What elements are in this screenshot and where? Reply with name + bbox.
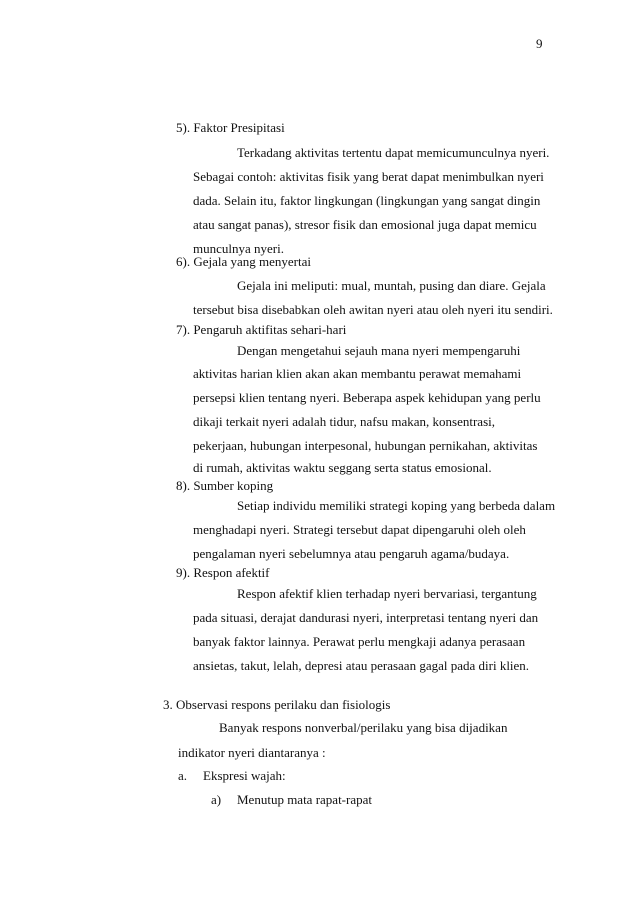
- heading-gejala-yang-menyertai: 6). Gejala yang menyertai: [176, 254, 311, 269]
- paragraph-line: dikaji terkait nyeri adalah tidur, nafsu makan, konsentrasi,: [193, 414, 495, 429]
- paragraph-line: Banyak respons nonverbal/perilaku yang bisa dijadikan: [219, 720, 508, 735]
- paragraph-line: Respon afektif klien terhadap nyeri bervariasi, tergantung: [237, 586, 537, 601]
- paragraph-line: banyak faktor lainnya. Perawat perlu mengkaji adanya perasaan: [193, 634, 526, 649]
- paragraph-line: ansietas, takut, lelah, depresi atau perasaan gagal pada diri klien.: [193, 658, 530, 673]
- list-item-ekspresi-wajah: Ekspresi wajah:: [203, 768, 286, 783]
- paragraph-line: di rumah, aktivitas waktu seggang serta status emosional.: [193, 460, 492, 475]
- paragraph-line: menghadapi nyeri. Strategi tersebut dapat dipengaruhi oleh oleh: [193, 522, 526, 537]
- paragraph-line: aktivitas harian klien akan akan membantu perawat memahami: [193, 366, 522, 381]
- list-item-menutup-mata: Menutup mata rapat-rapat: [237, 792, 372, 807]
- heading-observasi-respons: 3. Observasi respons perilaku dan fisiologis: [163, 697, 391, 712]
- paragraph-line: tersebut bisa disebabkan oleh awitan nyeri atau oleh nyeri itu sendiri.: [193, 302, 553, 317]
- paragraph-line: Dengan mengetahui sejauh mana nyeri mempengaruhi: [237, 343, 521, 358]
- heading-sumber-koping: 8). Sumber koping: [176, 478, 274, 493]
- paragraph-line: Terkadang aktivitas tertentu dapat memicumunculnya nyeri.: [237, 145, 550, 160]
- paragraph-line: Sebagai contoh: aktivitas fisik yang berat dapat menimbulkan nyeri: [193, 169, 544, 184]
- paragraph-line: indikator nyeri diantaranya :: [178, 745, 326, 760]
- heading-pengaruh-aktifitas: 7). Pengaruh aktifitas sehari-hari: [176, 322, 347, 337]
- paragraph-line: pengalaman nyeri sebelumnya atau pengaruh agama/budaya.: [193, 546, 510, 561]
- heading-respon-afektif: 9). Respon afektif: [176, 565, 270, 580]
- heading-faktor-presipitasi: 5). Faktor Presipitasi: [176, 120, 285, 135]
- paragraph-line: dada. Selain itu, faktor lingkungan (lingkungan yang sangat dingin: [193, 193, 541, 208]
- paragraph-line: pada situasi, derajat dandurasi nyeri, interpretasi tentang nyeri dan: [193, 610, 539, 625]
- list-marker-a1: a): [211, 792, 222, 807]
- paragraph-line: atau sangat panas), stresor fisik dan emosional juga dapat memicu: [193, 217, 537, 232]
- page-number: 9: [536, 36, 543, 51]
- paragraph-line: Gejala ini meliputi: mual, muntah, pusing dan diare. Gejala: [237, 278, 546, 293]
- paragraph-line: munculnya nyeri.: [193, 241, 284, 256]
- list-marker-a: a.: [178, 768, 188, 783]
- paragraph-line: persepsi klien tentang nyeri. Beberapa aspek kehidupan yang perlu: [193, 390, 541, 405]
- paragraph-line: Setiap individu memiliki strategi koping yang berbeda dalam: [237, 498, 556, 513]
- paragraph-line: pekerjaan, hubungan interpesonal, hubungan pernikahan, aktivitas: [193, 438, 538, 453]
